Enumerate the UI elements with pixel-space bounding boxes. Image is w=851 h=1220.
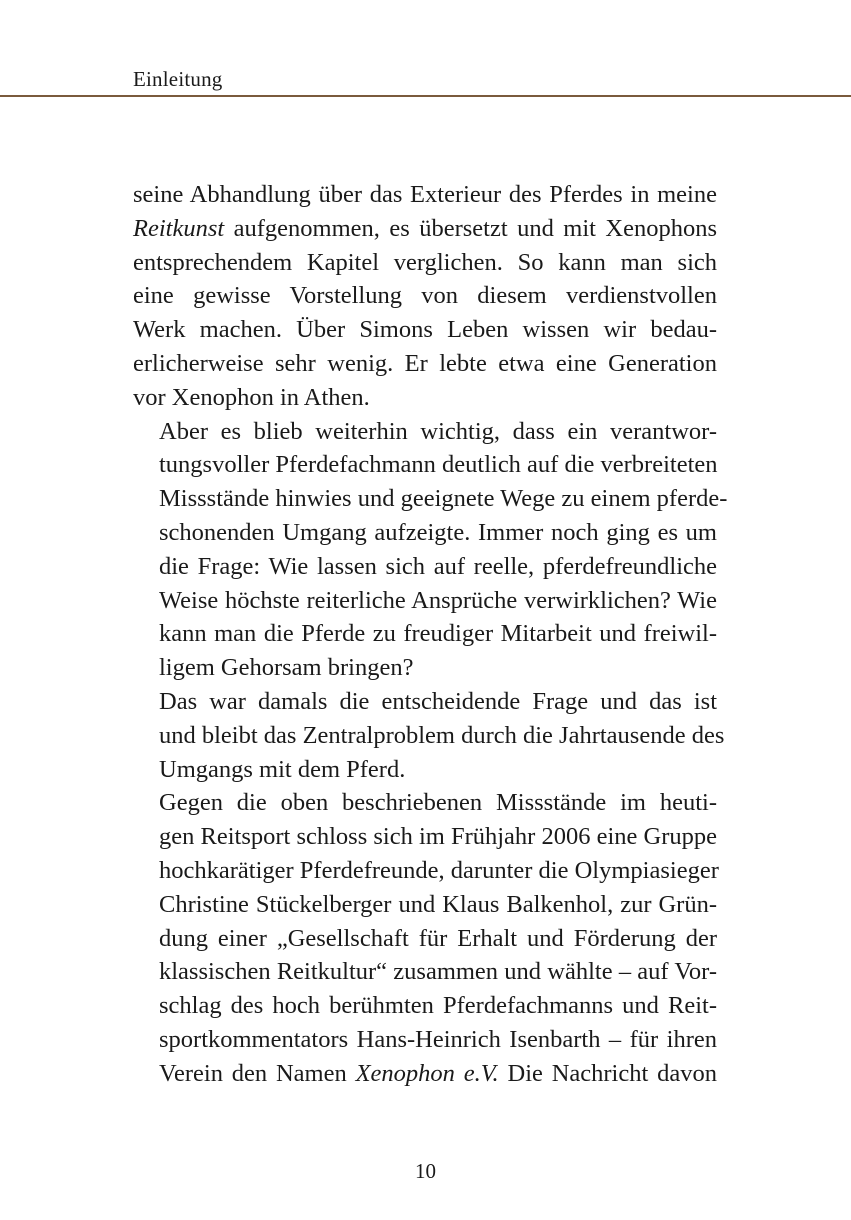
text-line: Gegen die oben beschriebenen Missstände im heuti- bbox=[159, 789, 717, 817]
text-line: gen Reitsport schloss sich im Frühjahr 2006 eine Gruppe bbox=[159, 823, 717, 851]
body-text bbox=[133, 178, 728, 1091]
text-line: Aber es blieb weiterhin wichtig, dass ein verantwor- bbox=[159, 417, 717, 445]
header-rule bbox=[0, 95, 851, 97]
paragraph-4 bbox=[133, 786, 717, 1090]
paragraph-1 bbox=[133, 178, 717, 415]
text-line: eine gewisse Vorstellung von diesem verdienstvollen bbox=[133, 282, 717, 310]
paragraph-3 bbox=[133, 685, 725, 786]
text-line: schlag des hoch berühmten Pferdefachmanns und Reit- bbox=[159, 992, 717, 1020]
text-line: Reitkunst aufgenommen, es übersetzt und mit Xenophons bbox=[133, 214, 717, 242]
text-line: und bleibt das Zentralproblem durch die Jahrtausende des bbox=[159, 721, 725, 749]
paragraph-2 bbox=[133, 415, 728, 685]
text-line: die Frage: Wie lassen sich auf reelle, pferdefreundliche bbox=[159, 552, 717, 580]
text-line: kann man die Pferde zu freudiger Mitarbeit und freiwil- bbox=[159, 620, 717, 648]
association-name-italic: Xenophon e.V. bbox=[355, 1059, 499, 1087]
text-line: seine Abhandlung über das Exterieur des Pferdes in meine bbox=[133, 181, 717, 208]
text-line: hochkarätiger Pferdefreunde, darunter die Olympiasieger bbox=[159, 856, 719, 884]
text-line: tungsvoller Pferdefachmann deutlich auf die verbreiteten bbox=[159, 451, 718, 479]
text-line: klassischen Reitkultur“ zusammen und wählte – auf Vor- bbox=[159, 958, 717, 986]
text-line: Christine Stückelberger und Klaus Balkenhol, zur Grün- bbox=[159, 890, 717, 918]
text-line: schonenden Umgang aufzeigte. Immer noch ging es um bbox=[159, 518, 717, 546]
text-line: Verein den Namen Xenophon e.V. Die Nachricht davon bbox=[159, 1059, 717, 1087]
book-title-italic: Reitkunst bbox=[133, 214, 225, 242]
text-line: entsprechendem Kapitel verglichen. So kann man sich bbox=[133, 248, 717, 276]
text-line: vor Xenophon in Athen. bbox=[133, 383, 370, 411]
running-title: Einleitung bbox=[133, 67, 223, 91]
text-line: sportkommentators Hans-Heinrich Isenbarth – für ihren bbox=[159, 1025, 717, 1053]
text-line: Das war damals die entscheidende Frage und das ist bbox=[159, 687, 717, 715]
text-line: dung einer „Gesellschaft für Erhalt und Förderung der bbox=[159, 924, 717, 952]
text-line: Weise höchste reiterliche Ansprüche verwirklichen? Wie bbox=[159, 586, 717, 614]
text-line: ligem Gehorsam bringen? bbox=[159, 654, 414, 682]
text-line: erlicherweise sehr wenig. Er lebte etwa eine Generation bbox=[133, 349, 717, 377]
text-line: Missstände hinwies und geeignete Wege zu einem pferde- bbox=[159, 485, 728, 513]
page-number: 10 bbox=[415, 1159, 436, 1183]
text-line: Werk machen. Über Simons Leben wissen wir bedau- bbox=[133, 316, 717, 344]
text-line: Umgangs mit dem Pferd. bbox=[159, 755, 406, 783]
